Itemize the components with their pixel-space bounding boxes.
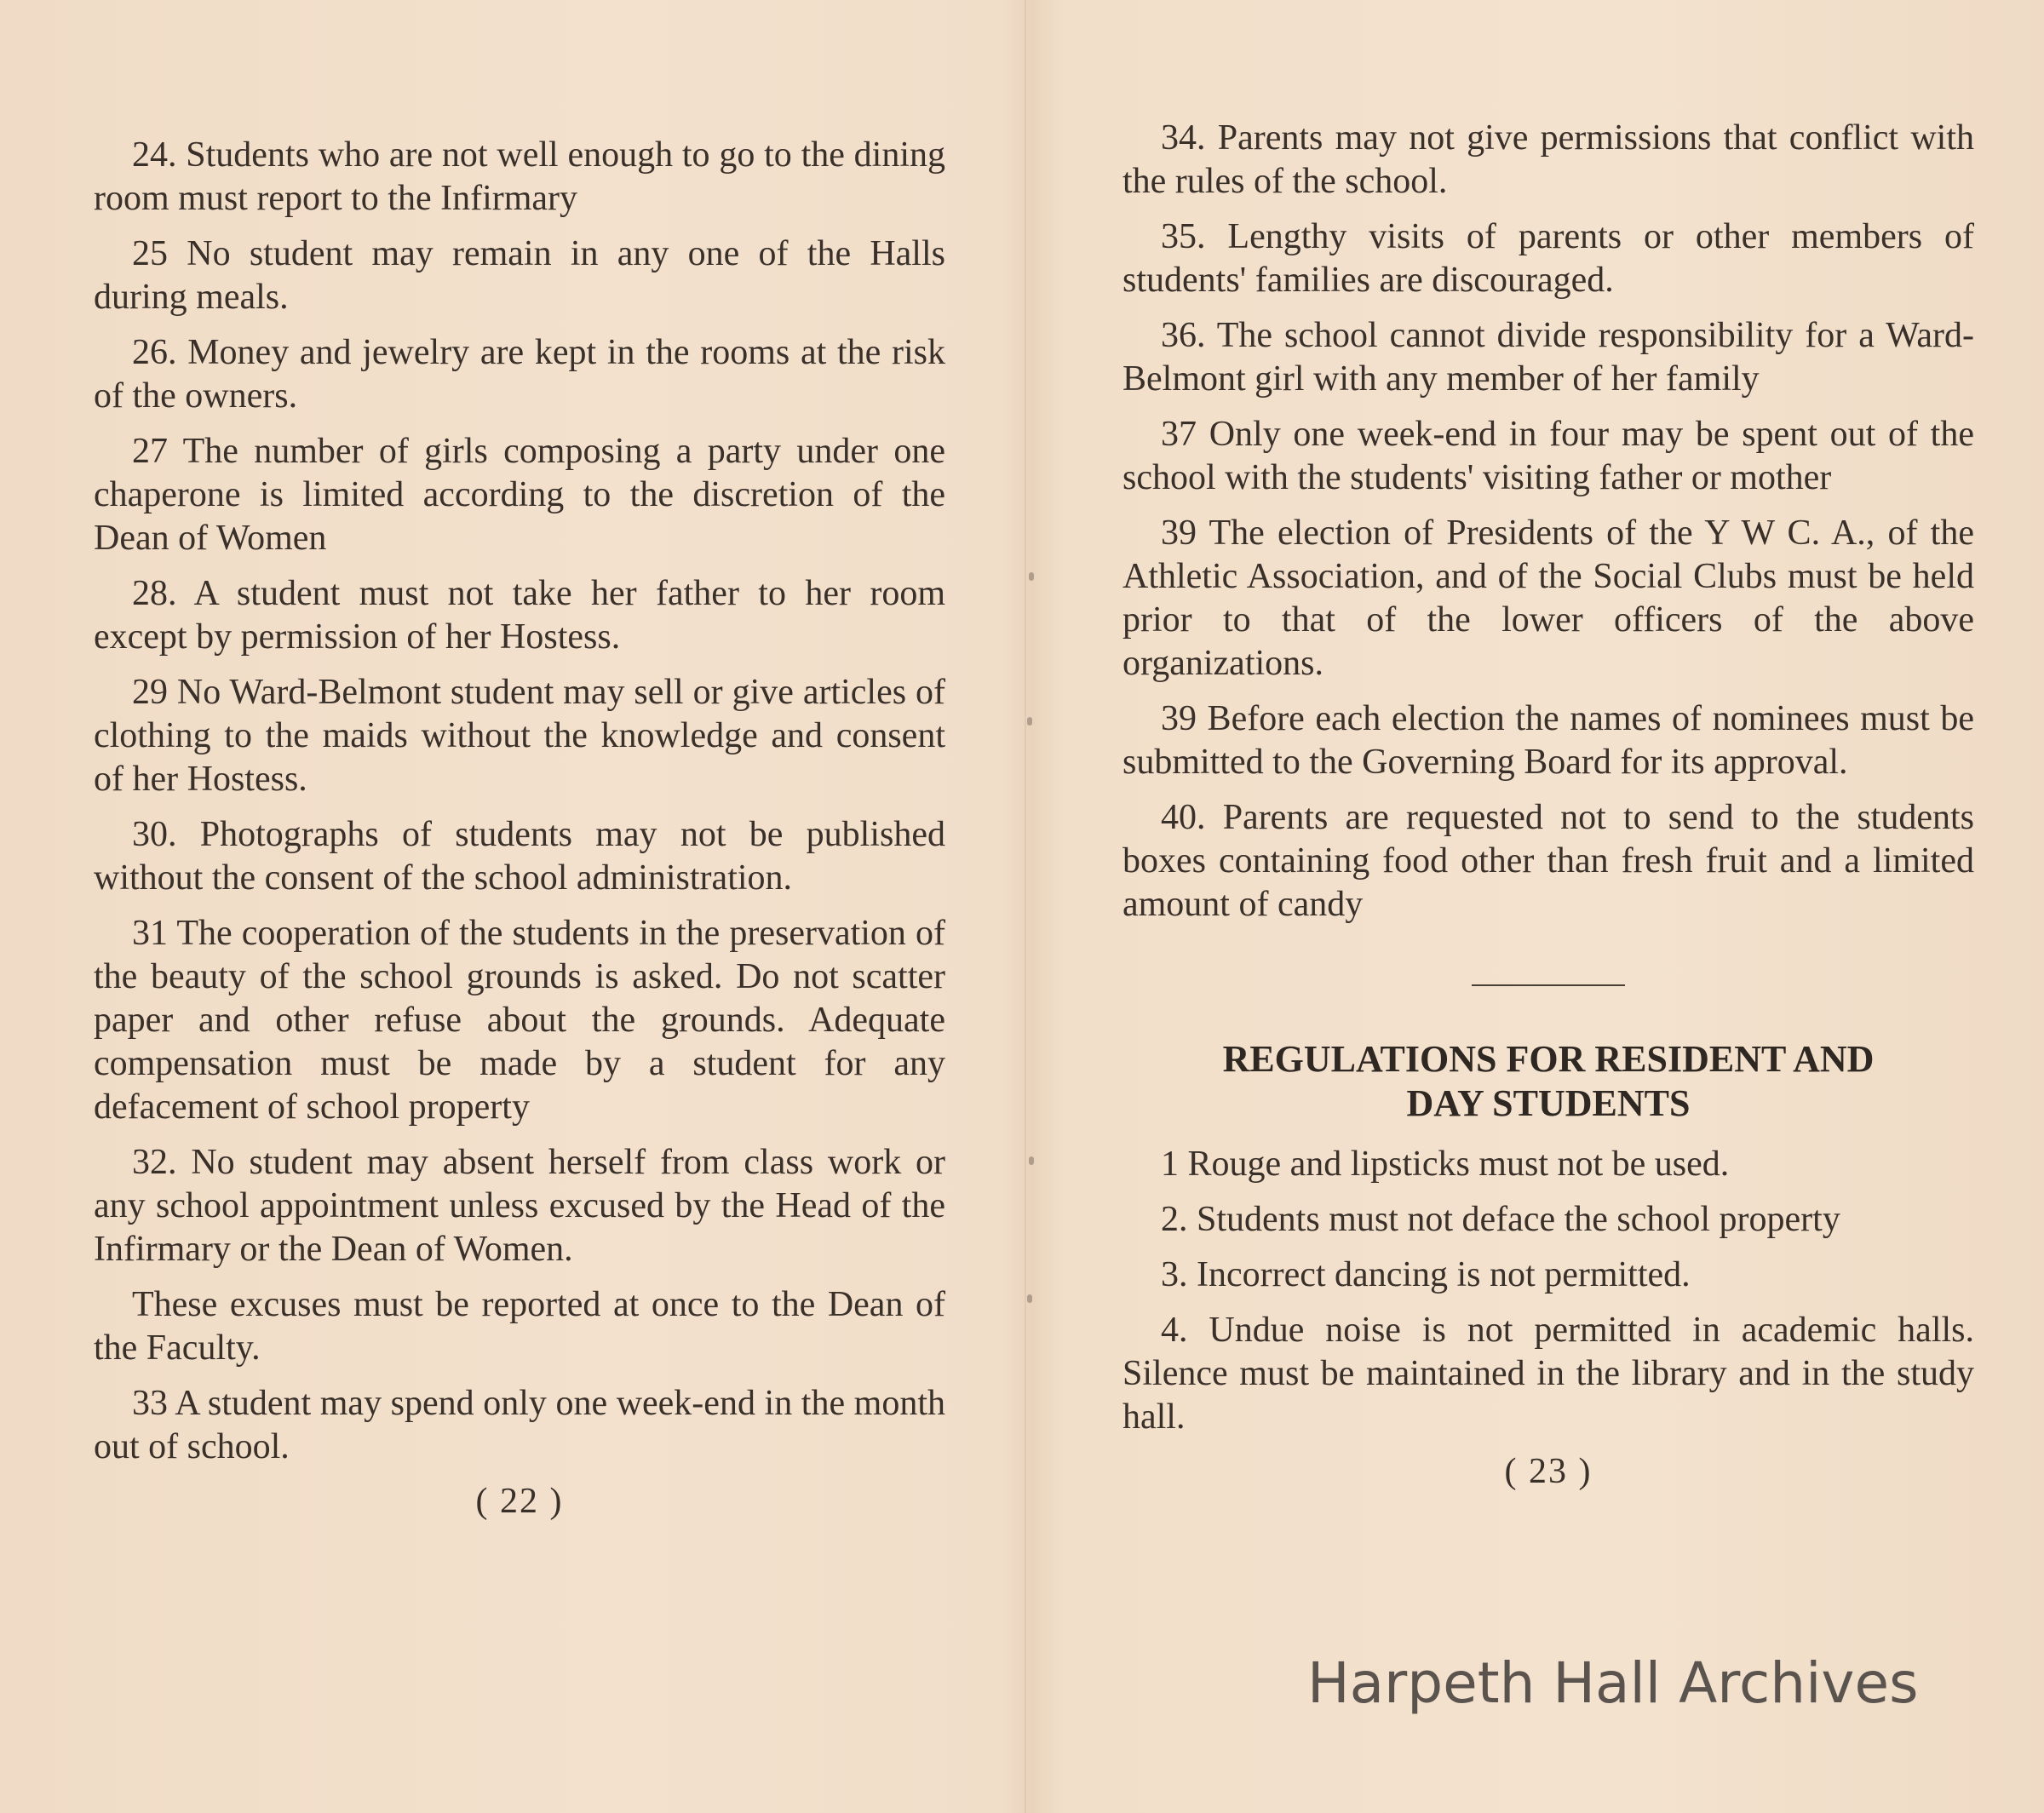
rule-29: 29 No Ward-Belmont student may sell or give articles of clothing to the maids without the knowledge and consent of her Hostess. xyxy=(94,673,945,799)
rule-27: 27 The number of girls composing a party under one chaperone is limited according to the discretion of the Dean of Women xyxy=(94,432,945,558)
rule-25: 25 No student may remain in any one of the Halls during meals. xyxy=(94,234,945,317)
rule-30: 30. Photographs of students may not be published without the consent of the school administration. xyxy=(94,815,945,898)
rule-34: 34. Parents may not give permissions that conflict with the rules of the school. xyxy=(1122,118,1974,201)
rule-24: 24. Students who are not well enough to go to the dining room must report to the Infirmary xyxy=(94,135,945,218)
regulation-2: 2. Students must not deface the school property xyxy=(1161,1200,1840,1239)
left-page xyxy=(94,0,945,1813)
archive-watermark: Harpeth Hall Archives xyxy=(1307,1650,1919,1716)
section-heading-line1: REGULATIONS FOR RESIDENT AND xyxy=(1222,1038,1875,1080)
regulation-4: 4. Undue noise is not permitted in academic halls. Silence must be maintained in the library and in the study hall. xyxy=(1122,1311,1974,1437)
rule-32: 32. No student may absent herself from class work or any school appointment unless excused by the Head of the Infirmary or the Dean of Women. xyxy=(94,1143,945,1269)
rule-36: 36. The school cannot divide responsibility for a Ward-Belmont girl with any member of her family xyxy=(1122,316,1974,399)
rule-32-note: These excuses must be reported at once to the Dean of the Faculty. xyxy=(94,1285,945,1368)
staple-mark xyxy=(1027,717,1032,726)
section-heading-line2: DAY STUDENTS xyxy=(1406,1082,1691,1124)
rule-28: 28. A student must not take her father to her room except by permission of her Hostess. xyxy=(94,574,945,657)
page-number-left: ( 22 ) xyxy=(475,1482,564,1521)
staple-mark xyxy=(1027,1294,1032,1303)
rule-37: 37 Only one week-end in four may be spent out of the school with the students' visiting father or mother xyxy=(1122,415,1974,497)
regulation-3: 3. Incorrect dancing is not permitted. xyxy=(1161,1255,1691,1294)
rule-26: 26. Money and jewelry are kept in the rooms at the risk of the owners. xyxy=(94,333,945,416)
rule-40: 40. Parents are requested not to send to the students boxes containing food other than fresh fruit and a limited amount of candy xyxy=(1122,798,1974,924)
right-page xyxy=(1122,0,1974,1813)
regulation-1: 1 Rouge and lipsticks must not be used. xyxy=(1161,1145,1730,1184)
rule-31: 31 The cooperation of the students in the preservation of the beauty of the school grounds is asked. Do not scatter paper and other refuse about the grounds. Adequate compensation must be made by a student for any defacement of school property xyxy=(94,914,945,1127)
center-fold xyxy=(1025,0,1026,1813)
staple-mark xyxy=(1029,1156,1034,1165)
rule-39a: 39 The election of Presidents of the Y W C. A., of the Athletic Association, and of the Social Clubs must be held prior to that of the lower officers of the above organizations. xyxy=(1122,513,1974,683)
rule-35: 35. Lengthy visits of parents or other members of students' families are discouraged. xyxy=(1122,217,1974,300)
rule-33: 33 A student may spend only one week-end in the month out of school. xyxy=(94,1384,945,1466)
section-divider xyxy=(1472,984,1625,986)
page-number-right: ( 23 ) xyxy=(1504,1452,1593,1491)
staple-mark xyxy=(1029,572,1034,581)
rule-39b: 39 Before each election the names of nominees must be submitted to the Governing Board for its approval. xyxy=(1122,699,1974,782)
section-heading xyxy=(1122,1037,1974,1126)
